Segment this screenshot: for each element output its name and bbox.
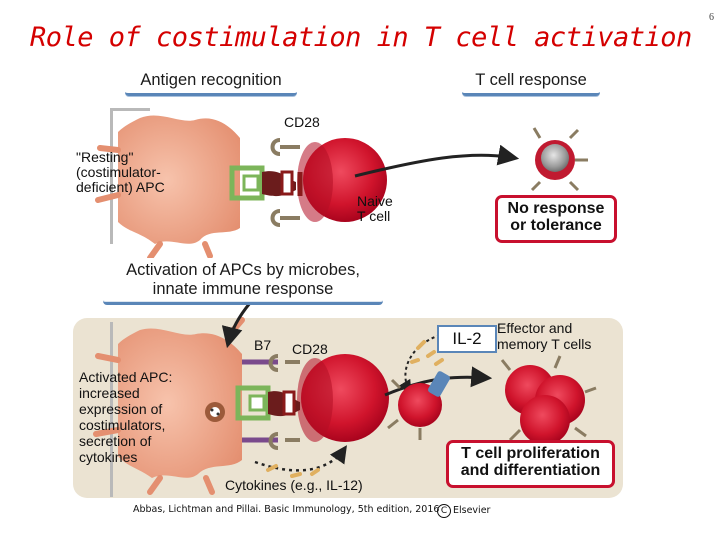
footer-citation: Abbas, Lichtman and Pillai. Basic Immunology, 5th edition, 2016: [133, 504, 440, 515]
apc-activation-banner: [103, 258, 383, 305]
publisher-name: Elsevier: [453, 505, 491, 516]
slide-title: Role of costimulation in T cell activation: [30, 22, 692, 53]
resting-apc-label-line-1: "Resting": [76, 149, 134, 165]
activated-apc-label: [79, 369, 172, 465]
cd28-label-bottom: CD28: [292, 341, 328, 357]
effector-label: [497, 320, 591, 352]
il2-box: IL-2: [437, 325, 497, 353]
effector-t-cell-3: [520, 395, 570, 445]
activated-apc-label-line-6: cytokines: [79, 449, 138, 465]
effector-label-line-2: memory T cells: [497, 336, 592, 352]
resting-apc-label-line-3: deficient) APC: [76, 179, 165, 195]
activated-apc-label-line-3: expression of: [79, 401, 163, 417]
naive-t-cell-label: [357, 194, 393, 224]
activated-apc-label-line-4: costimulators,: [79, 417, 166, 433]
activated-apc-label-line-1: Activated APC:: [79, 369, 173, 385]
cd28-receptor-top: [273, 140, 301, 154]
activated-apc-label-line-5: secretion of: [79, 433, 152, 449]
footer-publisher: [437, 504, 490, 518]
apc-activation-banner-line-2: innate immune response: [152, 280, 334, 298]
no-response-line-2: or tolerance: [510, 217, 602, 234]
no-response-line-1: No response: [507, 200, 605, 217]
effector-label-line-1: Effector and: [497, 320, 573, 336]
naive-t-cell-label-line-2: T cell: [357, 208, 391, 224]
resting-apc-label-line-2: (costimulator-: [76, 164, 161, 180]
no-response-box: [495, 195, 617, 243]
cytokines-label: Cytokines (e.g., IL-12): [225, 477, 363, 493]
proliferation-line-1: T cell proliferation: [461, 445, 600, 462]
resting-apc-label: [76, 150, 165, 195]
b7-label: B7: [254, 337, 272, 353]
activated-apc-label-line-2: increased: [79, 385, 140, 401]
copyright-icon: C: [437, 504, 451, 518]
slide-number: 6: [709, 12, 714, 23]
cd28-label-top: CD28: [284, 114, 320, 130]
proliferation-box: [446, 440, 615, 488]
naive-t-cell-label-line-1: Naive: [357, 193, 393, 209]
antigen-recognition-header: Antigen recognition: [125, 67, 297, 96]
apc-activation-banner-line-1: Activation of APCs by microbes,: [126, 261, 360, 279]
t-cell-response-header: T cell response: [462, 67, 600, 96]
proliferation-line-2: and differentiation: [460, 462, 601, 479]
